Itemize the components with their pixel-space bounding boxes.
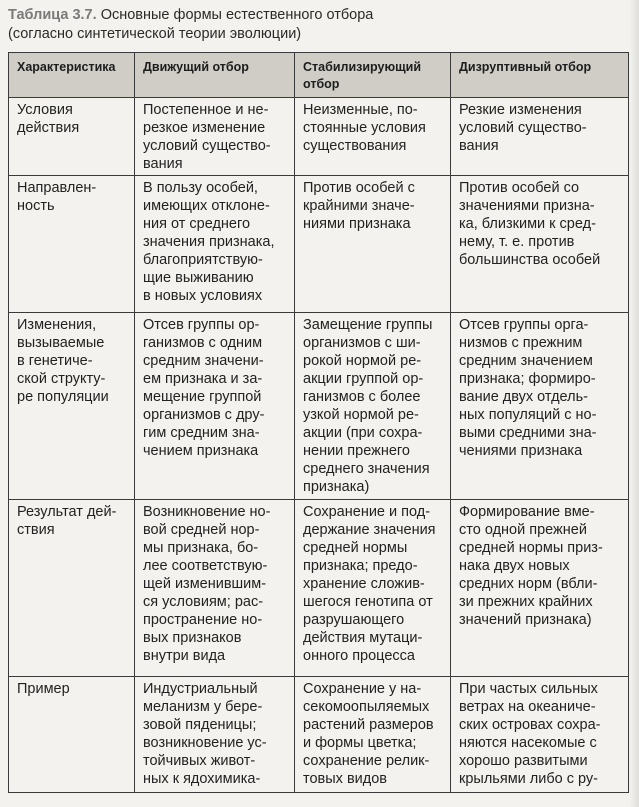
cell-driving: Индустриальный меланизм у бере- зовой пяденицы; возникновение ус- тойчивых живот- ных к ядохимика- (135, 677, 295, 793)
cell-driving: Отсев группы ор- ганизмов с одним средним значени- ем признака и за- мещение группой организмов с дру- гим средним зна- чением признака (135, 313, 295, 500)
cell-stabilizing: Замещение группы организмов с ши- рокой нормой ре- акции группой ор- ганизмов с более узкой нормой ре- акции (при сохра- нении прежнего среднего значения признака) (295, 313, 451, 500)
cell-stabilizing: Неизменные, по- стоянные условия существования (295, 98, 451, 176)
table-title: Основные формы естественного отбора (100, 7, 374, 23)
cell-stabilizing: Сохранение и под- держание значения средней нормы признака; предо- хранение сложив- шегося генотипа от разрушающего действия мутаци- онного процесса (295, 500, 451, 677)
cell-driving: В пользу особей, имеющих отклоне- ния от среднего значения признака, благоприятствую- щие выживанию в новых условиях (135, 176, 295, 313)
table-row-result (9, 500, 629, 677)
header-driving-selection: Движущий отбор (135, 53, 295, 98)
natural-selection-table (8, 52, 629, 793)
cell-disruptive: Формирование вме- сто одной прежней средней нормы приз- нака двух новых средних норм (вбли- зи прежних крайних значений признака) (451, 500, 629, 677)
cell-characteristic: Пример (9, 677, 135, 793)
table-header-row (9, 53, 629, 98)
page-edge-shadow (629, 0, 639, 807)
cell-disruptive: Резкие изменения условий существо- вания (451, 98, 629, 176)
cell-driving: Постепенное и не- резкое изменение условий существо- вания (135, 98, 295, 176)
cell-characteristic: Направлен- ность (9, 176, 135, 313)
cell-disruptive: При частых сильных ветрах на океаниче- ских островах сохра- няются насекомые с хорошо развитыми крыльями либо с ру- (451, 677, 629, 793)
cell-stabilizing: Против особей с крайними значе- ниями признака (295, 176, 451, 313)
table-row-conditions (9, 98, 629, 176)
header-stabilizing-selection: Стабилизирующий отбор (295, 53, 451, 98)
cell-characteristic: Результат дей- ствия (9, 500, 135, 677)
table-row-genetic-changes (9, 313, 629, 500)
table-row-direction (9, 176, 629, 313)
cell-driving: Возникновение но- вой средней нор- мы признака, бо- лее соответствую- щей изменившим- ся условиям; рас- пространение но- вых признаков внутри вида (135, 500, 295, 677)
cell-disruptive: Против особей со значениями призна- ка, близкими к сред- нему, т. е. против большинства особей (451, 176, 629, 313)
cell-characteristic: Изменения, вызываемые в генетиче- ской структу- ре популяции (9, 313, 135, 500)
table-caption (8, 6, 628, 44)
header-characteristic: Характеристика (9, 53, 135, 98)
cell-stabilizing: Сохранение у на- секомоопыляемых растений размеров и формы цветка; сохранение релик- товых видов (295, 677, 451, 793)
cell-disruptive: Отсев группы орга- низмов с прежним средним значением признака; формиро- вание двух отдель- ных популяций с но- выми средними зна- чениями признака (451, 313, 629, 500)
table-subtitle: (согласно синтетической теории эволюции) (8, 26, 302, 42)
table-number: Таблица 3.7. (8, 7, 97, 23)
header-disruptive-selection: Дизруптивный отбор (451, 53, 629, 98)
cell-characteristic: Условия действия (9, 98, 135, 176)
table-row-example (9, 677, 629, 793)
